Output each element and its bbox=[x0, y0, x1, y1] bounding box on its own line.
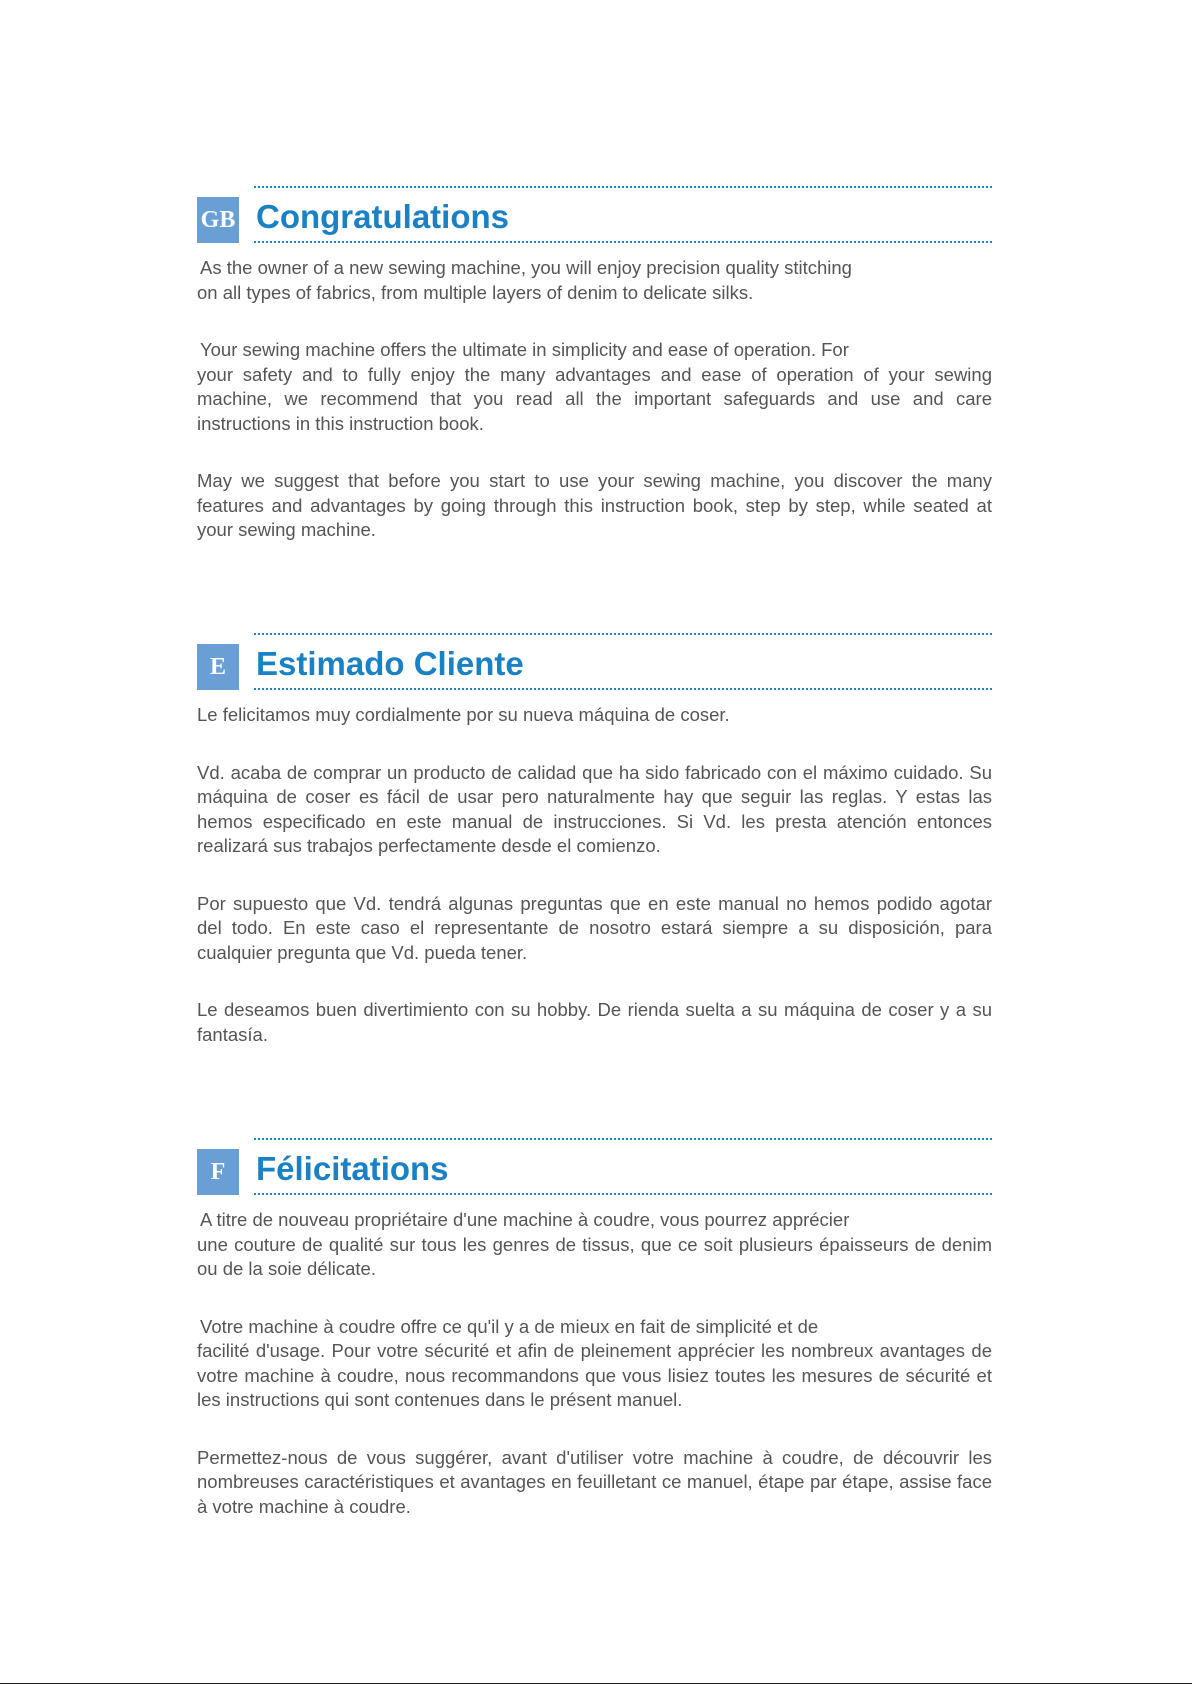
language-badge-gb: GB bbox=[197, 197, 239, 243]
section-title-fr: Félicitations bbox=[256, 1150, 449, 1187]
paragraph: Por supuesto que Vd. tendrá algunas preguntas que en este manual no hemos podido agotar del todo. En este caso el representante de nosotro estará siempre a su disposición, para cualquier pregunta que Vd. pueda tener. bbox=[197, 892, 992, 963]
section-body-fr bbox=[197, 1208, 992, 1552]
dotted-rule-top bbox=[254, 1138, 992, 1140]
section-body-es bbox=[197, 703, 992, 1080]
page-bottom-rule bbox=[0, 1683, 1192, 1684]
section-body-gb bbox=[197, 256, 992, 576]
section-title-gb: Congratulations bbox=[256, 198, 509, 235]
dotted-rule-top bbox=[254, 633, 992, 635]
paragraph: Votre machine à coudre offre ce qu'il y a de mieux en fait de simplicité et de facilité d'usage. Pour votre sécurité et afin de pleinement apprécier les nombreux avantages de votre machine à coudre, nous recommandons que vous lisiez toutes les mesures de sécurité et les instructions qui sont contenues dans le présent manuel. bbox=[197, 1315, 992, 1410]
language-badge-e: E bbox=[197, 644, 239, 690]
dotted-rule-top bbox=[254, 186, 992, 188]
paragraph: Le deseamos buen divertimiento con su hobby. De rienda suelta a su máquina de coser y a su fantasía. bbox=[197, 999, 992, 1045]
dotted-rule-bottom bbox=[254, 241, 992, 243]
paragraph: May we suggest that before you start to use your sewing machine, you discover the many features and advantages by going through this instruction book, step by step, while seated at your sewing machine. bbox=[197, 470, 992, 540]
paragraph: Permettez-nous de vous suggérer, avant d'utiliser votre machine à coudre, de découvrir les nombreuses caractéristiques et avantages en feuilletant ce manuel, étape par étape, assise face à votre machine à coudre. bbox=[197, 1446, 992, 1517]
dotted-rule-bottom bbox=[254, 688, 992, 690]
paragraph: Your sewing machine offers the ultimate in simplicity and ease of operation. For your safety and to fully enjoy the many advantages and ease of operation of your sewing machine, we recommend that you read all the important safeguards and use and care instructions in this instruction book. bbox=[197, 339, 992, 434]
paragraph: As the owner of a new sewing machine, you will enjoy precision quality stitching on all types of fabrics, from multiple layers of denim to delicate silks. bbox=[197, 257, 852, 303]
dotted-rule-bottom bbox=[254, 1193, 992, 1195]
paragraph: Vd. acaba de comprar un producto de calidad que ha sido fabricado con el máximo cuidado. Su máquina de coser es fácil de usar pero naturalmente hay que seguir las reglas. Y estas las hemos especificado en este manual de instrucciones. Si Vd. les presta atención entonces realizará sus trabajos perfectamente desde el comienzo. bbox=[197, 761, 992, 856]
paragraph: A titre de nouveau propriétaire d'une machine à coudre, vous pourrez apprécier une couture de qualité sur tous les genres de tissus, que ce soit plusieurs épaisseurs de denim ou de la soie délicate. bbox=[197, 1209, 992, 1279]
language-badge-f: F bbox=[197, 1149, 239, 1195]
paragraph: Le felicitamos muy cordialmente por su nueva máquina de coser. bbox=[197, 704, 730, 725]
section-title-es: Estimado Cliente bbox=[256, 645, 524, 682]
